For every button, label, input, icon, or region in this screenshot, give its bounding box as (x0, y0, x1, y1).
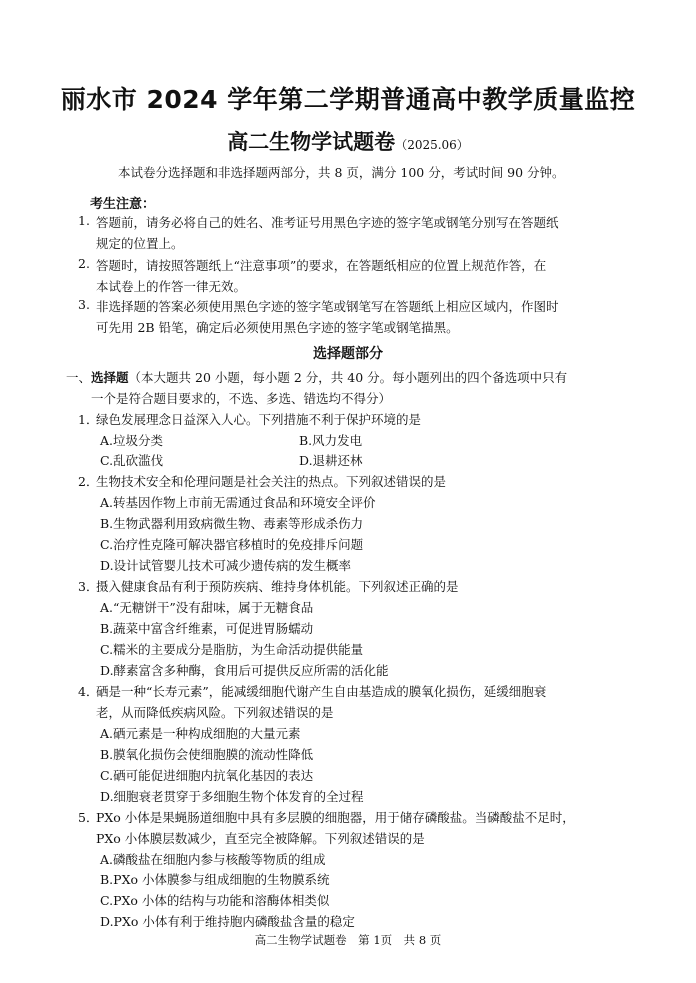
main-title: 丽水市 2024 学年第二学期普通高中教学质量监控 (60, 85, 636, 114)
option: B.蔬菜中富含纤维素，可促进胃肠蠕动 (100, 621, 314, 636)
question-number: 5． (78, 810, 99, 825)
option: A.垃圾分类 (100, 433, 164, 448)
question-number: 4． (78, 684, 99, 699)
note-line: 可先用 2B 铅笔，确定后必须使用黑色字迹的签字笔或钢笔描黑。 (96, 320, 459, 335)
option: A.“无糖饼干”没有甜味，属于无糖食品 (100, 600, 314, 615)
option: A.转基因作物上市前无需通过食品和环境安全评价 (100, 495, 376, 510)
option: C.糯米的主要成分是脂肪，为生命活动提供能量 (100, 642, 364, 657)
notes-heading: 考生注意： (90, 197, 156, 212)
option: C.乱砍滥伐 (100, 453, 164, 468)
note-line: 规定的位置上。 (96, 236, 184, 251)
sub-title (0, 126, 696, 156)
note-number: 1. (78, 213, 90, 228)
intro-text: 本试卷分选择题和非选择题两部分，共 8 页，满分 100 分，考试时间 90 分钟。 (118, 165, 565, 180)
option: D.设计试管婴儿技术可减少遗传病的发生概率 (100, 558, 352, 573)
note-number: 3. (78, 297, 90, 312)
question-stem: 老，从而降低疾病风险。下列叙述错误的是 (96, 705, 334, 720)
note-line: 非选择题的答案必须使用黑色字迹的签字笔或钢笔写在答题纸上相应区域内，作图时 (96, 299, 559, 314)
option: A.磷酸盐在细胞内参与核酸等物质的组成 (100, 852, 326, 867)
option: C.硒可能促进细胞内抗氧化基因的表达 (100, 768, 314, 783)
option: D.PXo 小体有利于维持胞内磷酸盐含量的稳定 (100, 914, 355, 929)
option: B.PXo 小体膜参与组成细胞的生物膜系统 (100, 872, 330, 887)
part-name: 选择题 (91, 370, 129, 385)
question-stem: 绿色发展理念日益深入人心。下列措施不利于保护环境的是 (96, 412, 422, 427)
question-stem: PXo 小体是果蝇肠道细胞中具有多层膜的细胞器，用于储存磷酸盐。当磷酸盐不足时， (96, 810, 575, 825)
sub-title-text: 高二生物学试题卷 (227, 130, 396, 154)
part-description: （本大题共 20 小题，每小题 2 分，共 40 分。每小题列出的四个备选项中只有 (128, 370, 568, 385)
option: B.生物武器利用致病微生物、毒素等形成杀伤力 (100, 516, 364, 531)
part-heading (66, 368, 567, 386)
page-footer: 高二生物学试题卷 第 1页 共 8 页 (254, 933, 442, 947)
note-line: 本试卷上的作答一律无效。 (96, 279, 247, 294)
part-description: 一个是符合题目要求的，不选、多选、错选均不得分） (91, 391, 392, 406)
part-label: 一、 (66, 370, 92, 385)
note-line: 答题时，请按照答题纸上“注意事项”的要求，在答题纸相应的位置上规范作答，在 (96, 258, 547, 273)
question-number: 3． (78, 579, 99, 594)
option: C.PXo 小体的结构与功能和溶酶体相类似 (100, 893, 330, 908)
option: C.治疗性克隆可解决器官移植时的免疫排斥问题 (100, 537, 364, 552)
option: B.膜氧化损伤会使细胞膜的流动性降低 (100, 747, 314, 762)
option: D.退耕还林 (299, 453, 363, 468)
question-number: 1． (78, 412, 99, 427)
question-stem: PXo 小体膜层数减少，直至完全被降解。下列叙述错误的是 (96, 831, 425, 846)
question-stem: 生物技术安全和伦理问题是社会关注的热点。下列叙述错误的是 (96, 474, 447, 489)
question-stem: 硒是一种“长寿元素”，能减缓细胞代谢产生自由基造成的膜氧化损伤，延缓细胞衰 (96, 684, 547, 699)
exam-date: （2025.06） (395, 138, 469, 152)
section-title: 选择题部分 (313, 346, 383, 362)
note-line: 答题前，请务必将自己的姓名、准考证号用黑色字迹的签字笔或钢笔分别写在答题纸 (96, 215, 559, 230)
option: D.酵素富含多种酶，食用后可提供反应所需的活化能 (100, 663, 389, 678)
question-stem: 摄入健康食品有利于预防疾病、维持身体机能。下列叙述正确的是 (96, 579, 459, 594)
question-number: 2． (78, 474, 99, 489)
note-number: 2. (78, 256, 90, 271)
option: D.细胞衰老贯穿于多细胞生物个体发育的全过程 (100, 789, 364, 804)
option: A.硒元素是一种构成细胞的大量元素 (100, 726, 301, 741)
option: B.风力发电 (299, 433, 363, 448)
